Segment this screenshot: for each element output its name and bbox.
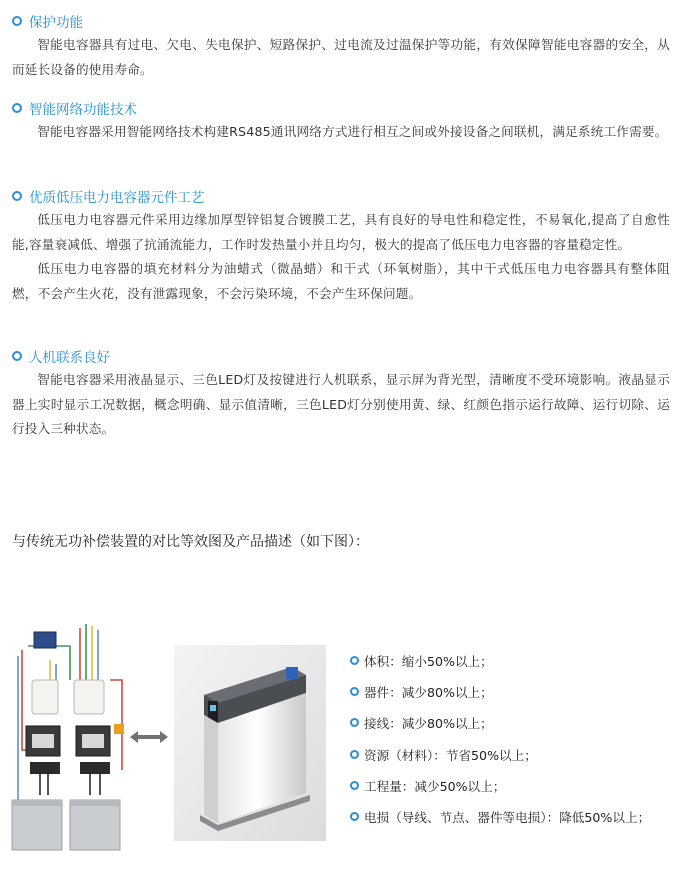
list-item <box>350 775 650 797</box>
section-paragraph: 低压电力电容器的填充材料分为油蜡式（微晶蜡）和干式（环氧树脂），其中干式低压电力电容器具有整体阻燃，不会产生火花，没有泄露现象，不会污染环境，不会产生环保问题。 <box>12 261 670 301</box>
section-paragraph: 低压电力电容器元件采用边缘加厚型锌铝复合镀膜工艺，具有良好的导电性和稳定性，不易氧化,提高了自愈性能,容量衰减低、增强了抗涌流能力，工作时发热量小并且均匀，极大的提高了低压电力电容器的容量稳定性。 <box>12 212 670 252</box>
section-title <box>12 11 670 31</box>
circle-bullet-icon <box>350 750 359 759</box>
feature-text: 接线：减少80%以上； <box>364 716 493 732</box>
list-item <box>350 743 650 765</box>
double-arrow-icon <box>128 728 170 746</box>
comparison-title: 与传统无功补偿装置的对比等效图及产品描述（如下图）： <box>12 534 369 550</box>
list-item <box>350 712 650 734</box>
feature-text: 电损（导线、节点、器件等电损）：降低50%以上； <box>364 810 651 826</box>
list-item <box>350 680 650 702</box>
traditional-device-image <box>10 620 128 852</box>
smart-capacitor-image <box>174 645 326 841</box>
section-paragraph: 智能电容器具有过电、欠电、失电保护、短路保护、过电流及过温保护等功能，有效保障智能电容器的安全，从而延长设备的使用寿命。 <box>12 37 670 77</box>
circle-bullet-icon <box>12 16 22 26</box>
circle-bullet-icon <box>350 687 359 696</box>
section-title-text: 保护功能 <box>29 15 83 31</box>
feature-text: 体积：缩小50%以上； <box>364 653 493 669</box>
section-protection <box>12 11 670 82</box>
section-network <box>12 98 670 145</box>
circle-bullet-icon <box>350 812 359 821</box>
section-title <box>12 346 670 366</box>
section-title-text: 人机联系良好 <box>29 350 110 366</box>
circle-bullet-icon <box>350 781 359 790</box>
section-paragraph: 智能电容器采用液晶显示、三色LED灯及按键进行人机联系，显示屏为背光型，清晰度不受环境影响。液晶显示器上实时显示工况数据，概念明确、显示值清晰，三色LED灯分别使用黄、绿、红颜色指示运行故障、运行切除、运行投入三种状态。 <box>12 372 670 436</box>
circle-bullet-icon <box>12 351 22 361</box>
feature-text: 器件：减少80%以上； <box>364 684 493 700</box>
circle-bullet-icon <box>350 718 359 727</box>
list-item <box>350 649 650 671</box>
circle-bullet-icon <box>12 191 22 201</box>
feature-text: 资源（材料）：节省50%以上； <box>364 747 537 763</box>
section-title-text: 智能网络功能技术 <box>29 102 137 118</box>
list-item <box>350 806 650 828</box>
section-component-process <box>12 186 670 306</box>
circle-bullet-icon <box>12 103 22 113</box>
section-title <box>12 186 670 206</box>
section-paragraph: 智能电容器采用智能网络技术构建RS485通讯网络方式进行相互之间或外接设备之间联机，满足系统工作需要。 <box>37 124 668 139</box>
circle-bullet-icon <box>350 656 359 665</box>
section-title <box>12 98 670 118</box>
section-hmi <box>12 346 670 442</box>
section-title-text: 优质低压电力电容器元件工艺 <box>29 190 205 206</box>
feature-text: 工程量：减少50%以上； <box>364 779 506 795</box>
feature-list <box>350 649 650 837</box>
